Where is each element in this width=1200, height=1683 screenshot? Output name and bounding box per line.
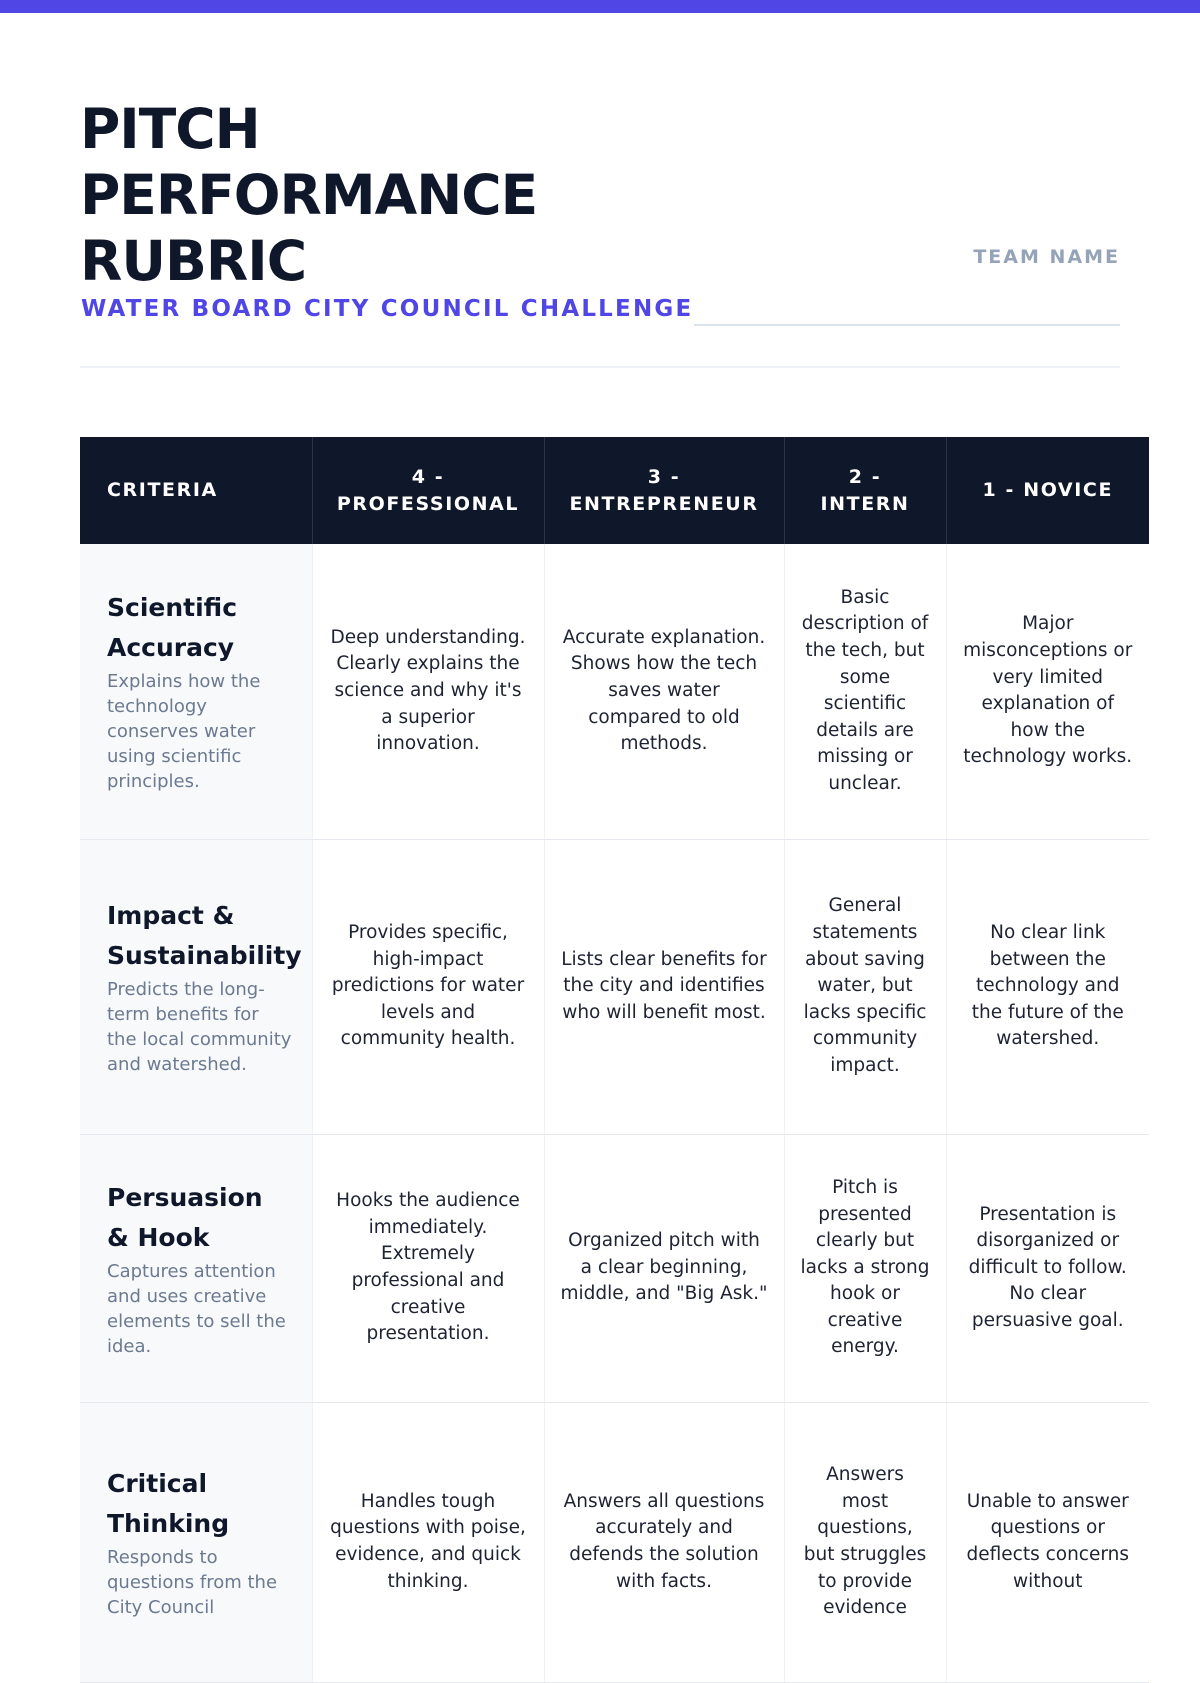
level-1-cell: Unable to answer questions or deflects concerns without (946, 1402, 1149, 1682)
criteria-cell (80, 839, 312, 1134)
criteria-description: Captures attention and uses creative elements to sell the idea. (107, 1260, 286, 1357)
level-4-cell: Deep understanding. Clearly explains the science and why it's a superior innovation. (312, 544, 544, 839)
header-level-4: 4 - PROFESSIONAL (312, 437, 544, 544)
title-line: PITCH (80, 97, 260, 161)
header-level-2: 2 - INTERN (784, 437, 946, 544)
level-1-cell: Presentation is disorganized or difficult to follow. No clear persuasive goal. (946, 1134, 1149, 1402)
team-name-field[interactable] (694, 324, 1120, 326)
criteria-cell (80, 1134, 312, 1402)
criteria-title: Impact & Sustainability (107, 901, 302, 970)
criteria-description: Responds to questions from the City Council (107, 1547, 278, 1618)
level-3-cell: Organized pitch with a clear beginning, middle, and "Big Ask." (544, 1134, 784, 1402)
criteria-description: Explains how the technology conserves water using scientific principles. (107, 671, 261, 793)
criteria-cell (80, 1402, 312, 1682)
level-3-cell: Answers all questions accurately and defends the solution with facts. (544, 1402, 784, 1682)
table-row (80, 839, 1149, 1134)
level-1-cell: No clear link between the technology and the future of the watershed. (946, 839, 1149, 1134)
table-row (80, 1134, 1149, 1402)
criteria-title: Persuasion & Hook (107, 1182, 263, 1252)
level-3-cell: Lists clear benefits for the city and identifies who will benefit most. (544, 839, 784, 1134)
title-line: PERFORMANCE (80, 163, 538, 227)
header-divider (80, 366, 1120, 368)
criteria-cell (80, 544, 312, 839)
level-4-cell: Provides specific, high-impact predictions for water levels and community health. (312, 839, 544, 1134)
level-2-cell: Answers most questions, but struggles to provide evidence (784, 1402, 946, 1682)
top-accent-bar (0, 0, 1200, 13)
header-level-3: 3 - ENTREPRENEUR (544, 437, 784, 544)
table-row (80, 544, 1149, 839)
header-level-1: 1 - NOVICE (946, 437, 1149, 544)
page-title (80, 96, 700, 294)
level-4-cell: Handles tough questions with poise, evidence, and quick thinking. (312, 1402, 544, 1682)
criteria-title: Scientific Accuracy (107, 593, 238, 663)
header-row (80, 437, 1149, 544)
level-2-cell: General statements about saving water, but lacks specific community impact. (784, 839, 946, 1134)
level-4-cell: Hooks the audience immediately. Extremely professional and creative presentation. (312, 1134, 544, 1402)
level-3-cell: Accurate explanation. Shows how the tech saves water compared to old methods. (544, 544, 784, 839)
level-2-cell: Basic description of the tech, but some scientific details are missing or unclear. (784, 544, 946, 839)
criteria-title: Critical Thinking (107, 1469, 230, 1538)
header-criteria: CRITERIA (80, 437, 312, 544)
criteria-description: Predicts the long-term benefits for the local community and watershed. (107, 979, 292, 1075)
level-2-cell: Pitch is presented clearly but lacks a strong hook or creative energy. (784, 1134, 946, 1402)
page-subtitle: WATER BOARD CITY COUNCIL CHALLENGE (81, 296, 694, 322)
team-name-label: TEAM NAME (973, 246, 1120, 268)
title-line: RUBRIC (80, 229, 307, 293)
level-1-cell: Major misconceptions or very limited explanation of how the technology works. (946, 544, 1149, 839)
table-row (80, 1402, 1149, 1682)
rubric-table (80, 437, 1149, 1683)
